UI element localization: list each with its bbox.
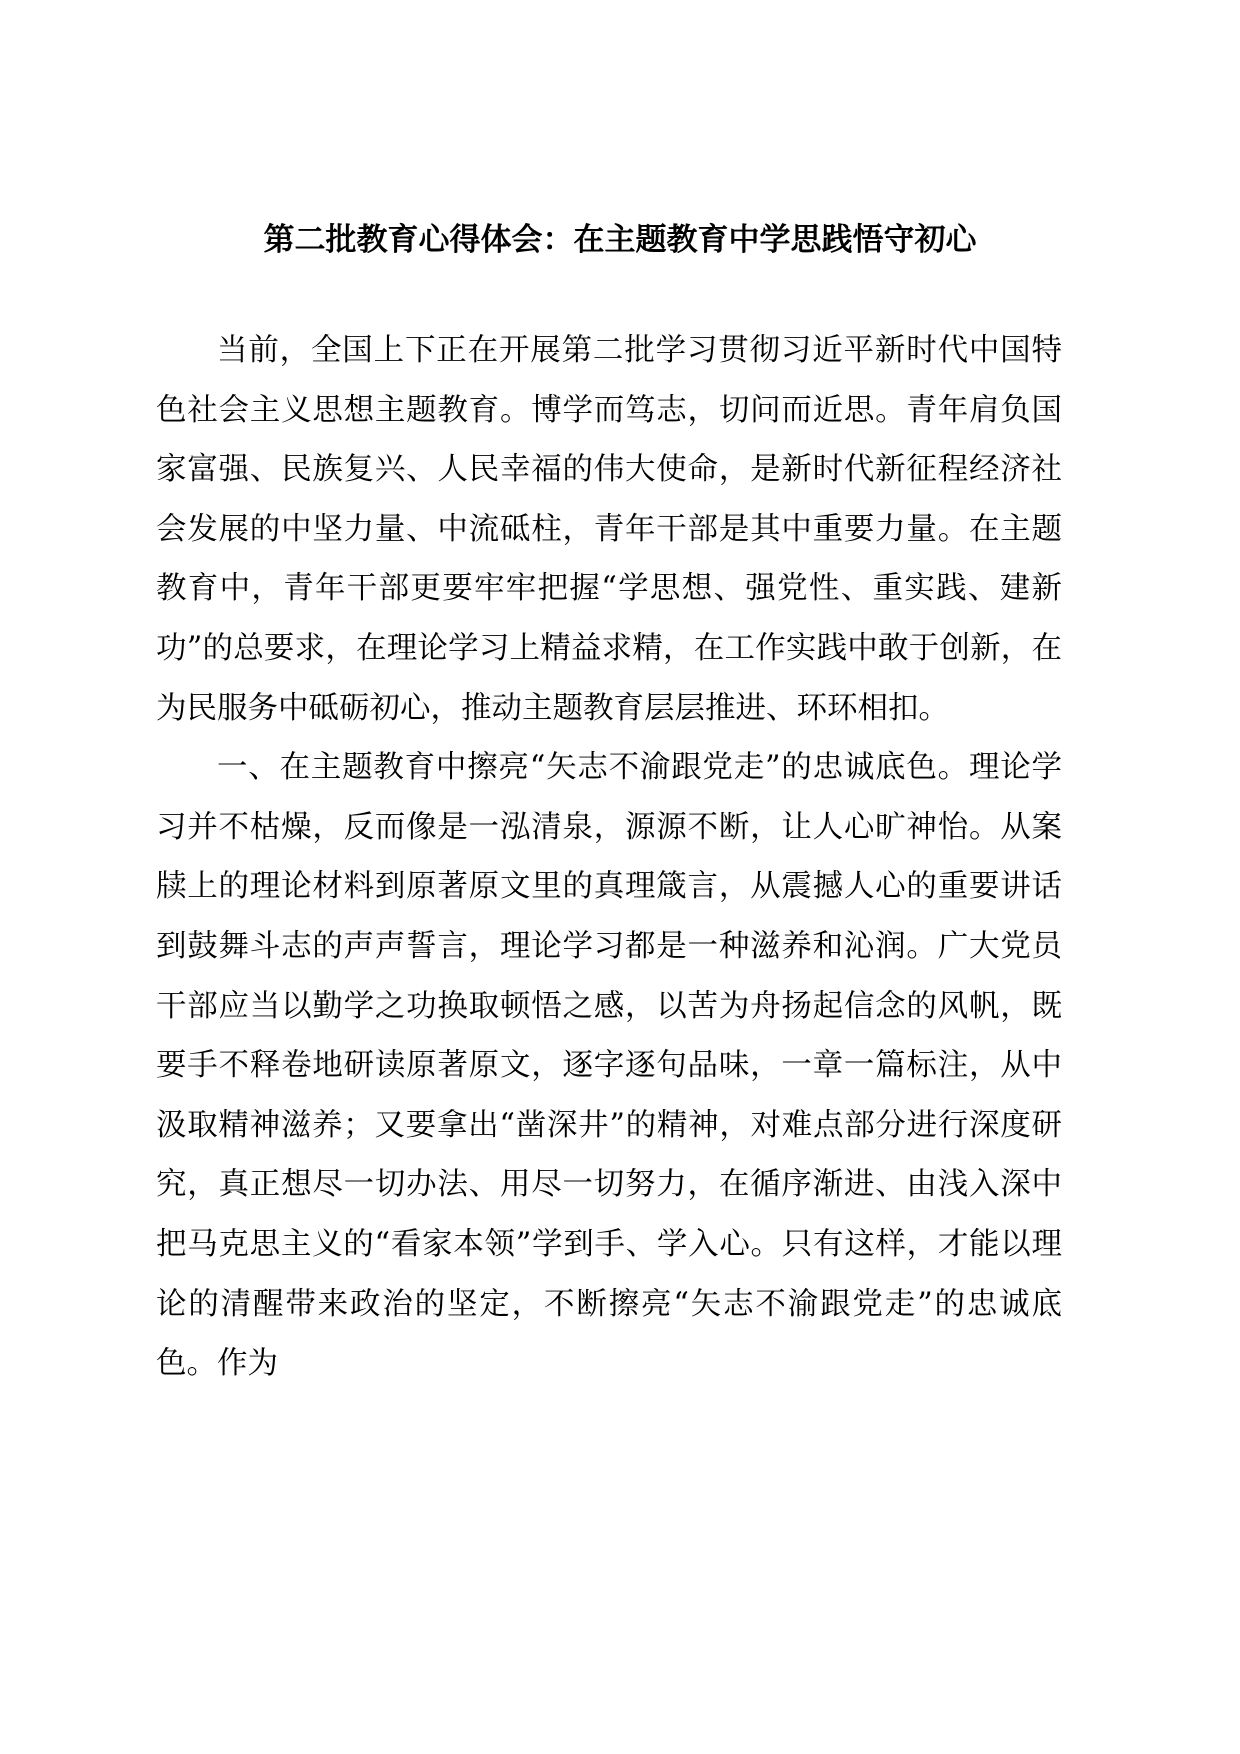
document-body <box>156 321 1062 1394</box>
paragraph-intro: 当前，全国上下正在开展第二批学习贯彻习近平新时代中国特色社会主义思想主题教育。博学而笃志，切问而近思。青年肩负国家富强、民族复兴、人民幸福的伟大使命，是新时代新征程经济社会发展的中坚力量、中流砥柱，青年干部是其中重要力量。在主题教育中，青年干部更要牢牢把握“学思想、强党性、重实践、建新功”的总要求，在理论学习上精益求精，在工作实践中敢于创新，在为民服务中砥砺初心，推动主题教育层层推进、环环相扣。 <box>156 333 1062 726</box>
paragraph-section-one: 一、在主题教育中擦亮“矢志不渝跟党走”的忠诚底色。理论学习并不枯燥，反而像是一泓清泉，源源不断，让人心旷神怡。从案牍上的理论材料到原著原文里的真理箴言，从震撼人心的重要讲话到鼓舞斗志的声声誓言，理论学习都是一种滋养和沁润。广大党员干部应当以勤学之功换取顿悟之感，以苦为舟扬起信念的风帆，既要手不释卷地研读原著原文，逐字逐句品味，一章一篇标注，从中汲取精神滋养；又要拿出“凿深井”的精神，对难点部分进行深度研究，真正想尽一切办法、用尽一切努力，在循序渐进、由浅入深中把马克思主义的“看家本领”学到手、学入心。只有这样，才能以理论的清醒带来政治的坚定，不断擦亮“矢志不渝跟党走”的忠诚底色。作为 <box>156 750 1062 1382</box>
document-title: 第二批教育心得体会：在主题教育中学思践悟守初心 <box>263 222 977 258</box>
